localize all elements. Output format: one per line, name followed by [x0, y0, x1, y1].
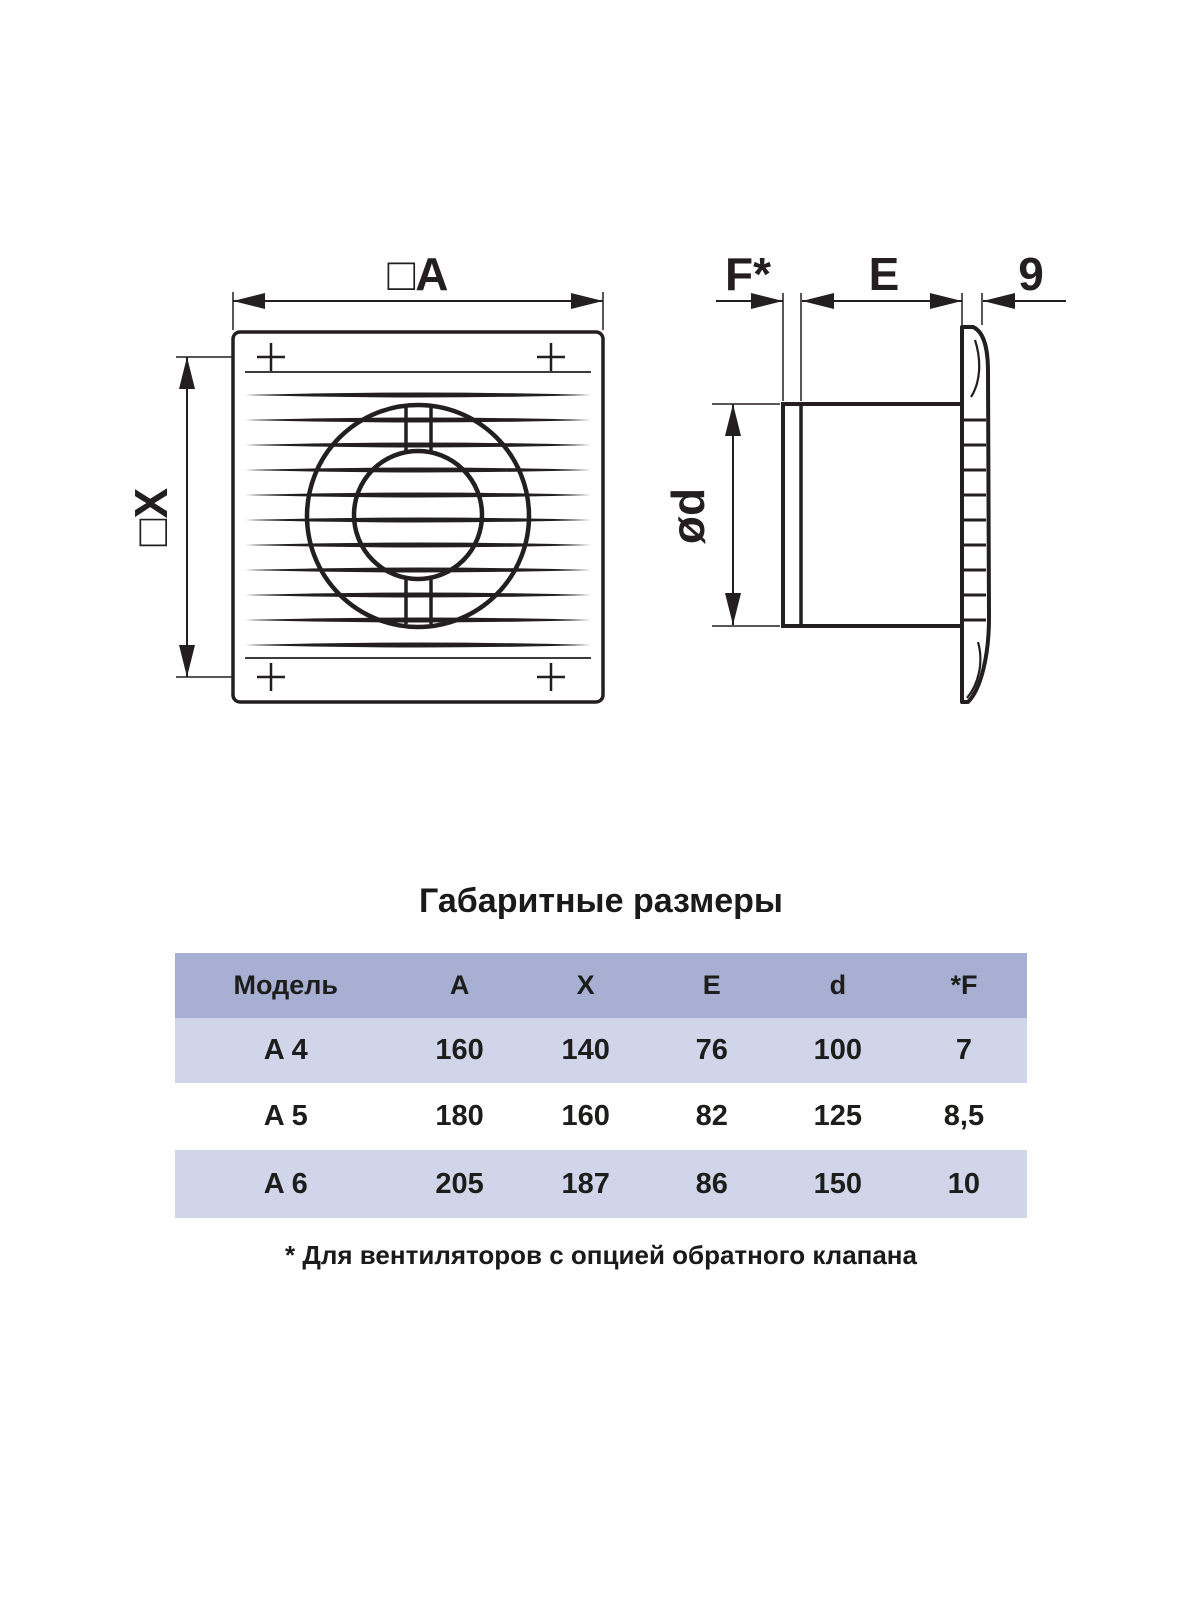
front-height-label: □X [125, 487, 177, 547]
cell-e: 76 [695, 1034, 728, 1066]
cell-e: 82 [695, 1100, 728, 1132]
cell-model: A 5 [263, 1100, 308, 1132]
cell-d: 100 [813, 1034, 863, 1066]
front-view-drawing [125, 248, 603, 702]
side-panel-thickness-label: 9 [1018, 248, 1044, 300]
cell-f: 7 [955, 1034, 972, 1066]
col-header-f: *F [950, 970, 978, 1000]
col-header-x: X [576, 970, 595, 1000]
dim-d [662, 404, 780, 626]
side-depth-label: E [868, 248, 900, 300]
cell-x: 187 [561, 1167, 610, 1200]
col-header-a: A [449, 970, 470, 1000]
front-width-label: □A [387, 248, 449, 300]
cell-f: 10 [947, 1167, 981, 1200]
cell-x: 160 [561, 1100, 610, 1132]
cell-d: 150 [813, 1167, 863, 1200]
table-row [175, 1018, 1027, 1083]
cell-e: 86 [695, 1167, 728, 1200]
table-row [175, 1083, 1027, 1150]
cell-a: 160 [435, 1034, 484, 1066]
table-row [175, 1150, 1027, 1218]
cell-a: 205 [435, 1167, 484, 1200]
duct-body [783, 404, 962, 626]
side-flange-label: F* [725, 248, 771, 300]
dim-f-e-9 [716, 248, 1066, 401]
cell-a: 180 [435, 1100, 484, 1132]
table-header-row [175, 953, 1027, 1018]
cell-model: A 4 [263, 1034, 308, 1066]
panel-profile [962, 327, 989, 702]
page-title: Габаритные размеры [419, 882, 783, 920]
table-footnote: * Для вентиляторов с опцией обратного клапана [285, 1240, 917, 1270]
cell-x: 140 [561, 1034, 610, 1066]
cell-model: A 6 [263, 1167, 308, 1200]
col-header-d: d [829, 970, 847, 1000]
dim-a [233, 248, 603, 330]
col-header-e: E [702, 970, 721, 1000]
cell-d: 125 [813, 1100, 863, 1132]
dimensions-table [175, 953, 1027, 1218]
side-view-drawing [662, 248, 1066, 702]
side-diameter-label: ød [662, 487, 714, 545]
cell-f: 8,5 [943, 1100, 985, 1132]
col-header-model: Модель [233, 970, 339, 1000]
